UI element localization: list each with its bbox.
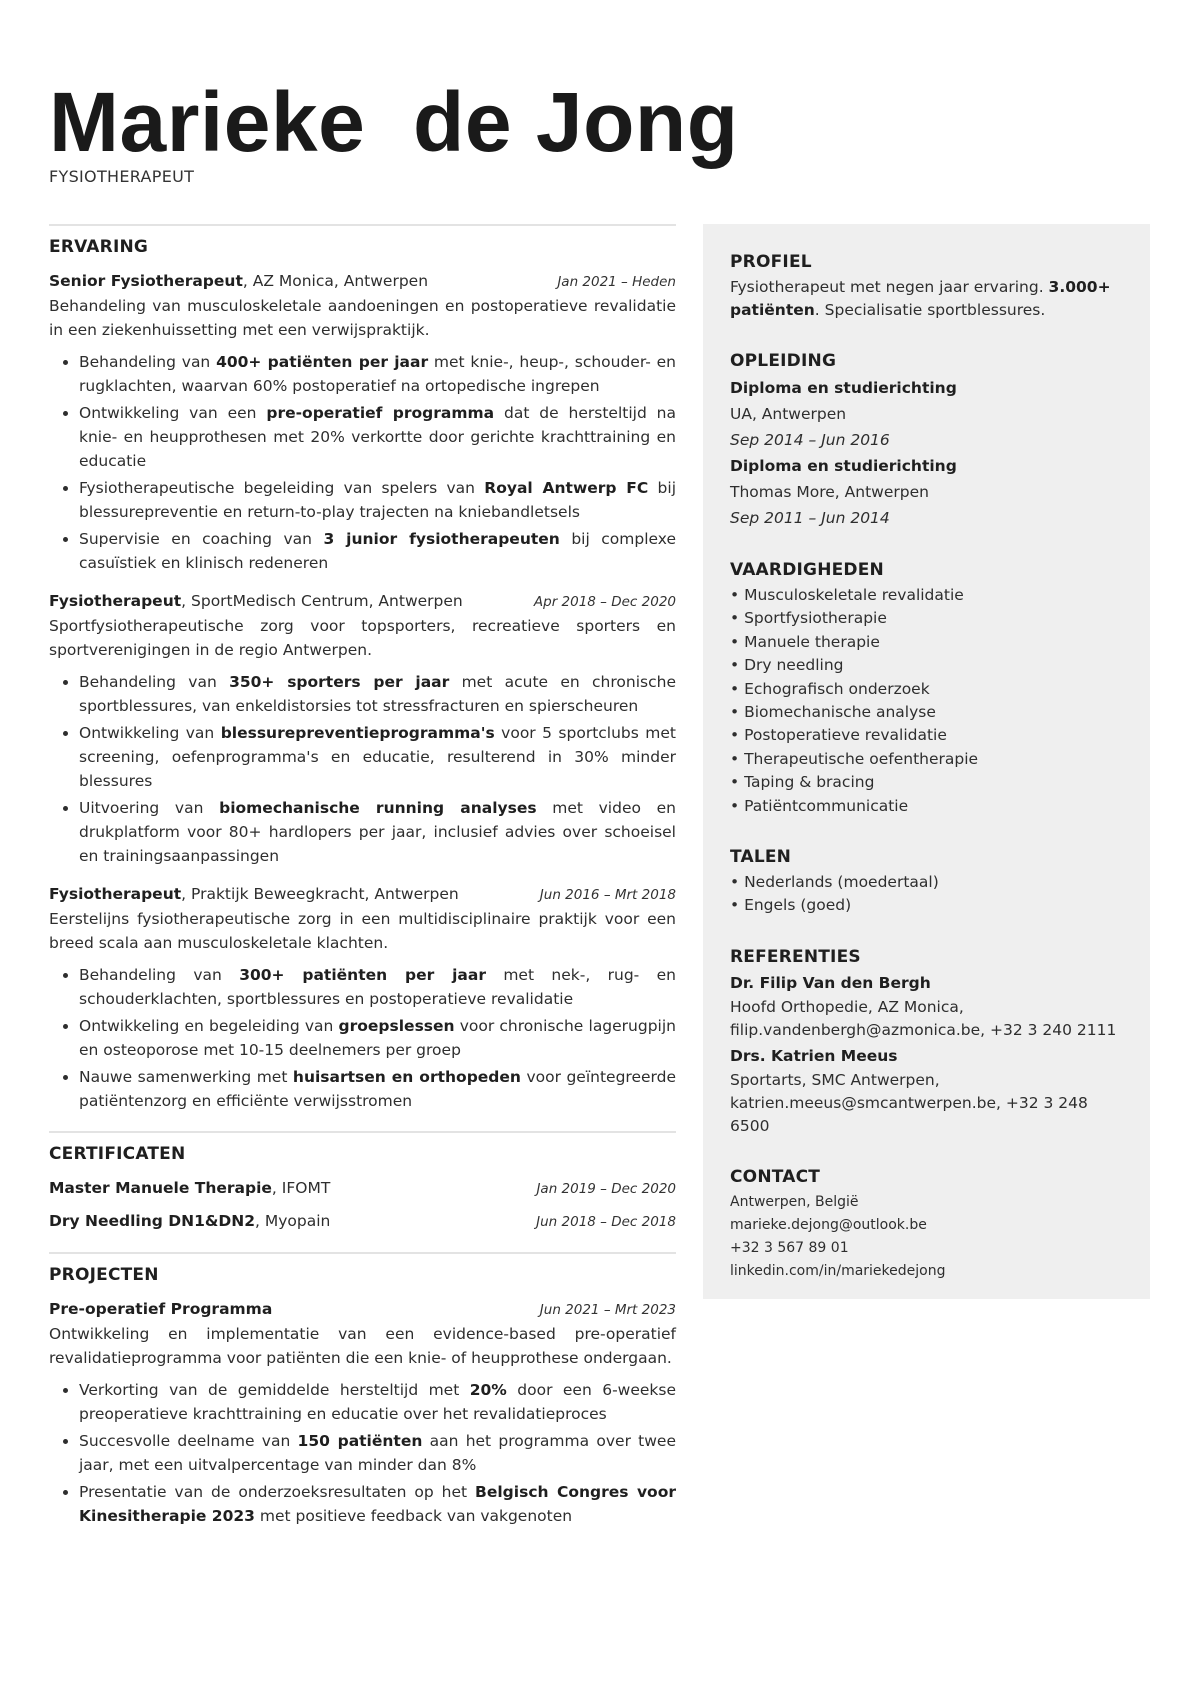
job-position: Fysiotherapeut bbox=[49, 885, 182, 903]
skill-item: • Taping & bracing bbox=[730, 773, 875, 792]
main-column bbox=[49, 224, 676, 1542]
certificates-section bbox=[49, 1131, 676, 1234]
skills-section bbox=[730, 558, 1123, 818]
job-entry bbox=[49, 589, 676, 868]
reference-name: Drs. Katrien Meeus bbox=[730, 1046, 898, 1065]
job-dates: Apr 2018 – Dec 2020 bbox=[533, 594, 676, 610]
languages-list bbox=[730, 871, 1123, 918]
skill-item: • Sportfysiotherapie bbox=[730, 609, 887, 628]
bullet-item: • Behandeling van 400+ patiënten per jaar met knie-, heup-, schouder- en rugklachten, waarvan 60% postoperatief na ortopedische ingrepen bbox=[79, 350, 676, 398]
bullet-item: • Ontwikkeling van een pre-operatief programma dat de hersteltijd na knie- en heupprothesen met 20% verkortte door gerichte krachttraining en educatie bbox=[79, 401, 676, 473]
references-title: REFERENTIES bbox=[730, 946, 861, 967]
experience-title: ERVARING bbox=[49, 237, 149, 257]
education-dates: Sep 2011 – Jun 2014 bbox=[730, 509, 890, 527]
skill-item: • Therapeutische oefentherapie bbox=[730, 749, 979, 768]
skills-title: VAARDIGHEDEN bbox=[730, 560, 884, 580]
references-section bbox=[730, 945, 1123, 1138]
certificate-org: , Myopain bbox=[255, 1212, 331, 1230]
job-position: Fysiotherapeut bbox=[49, 592, 182, 610]
certificate-name: Master Manuele Therapie bbox=[49, 1179, 272, 1197]
certificate-entry bbox=[49, 1209, 676, 1234]
bullet-item: • Ontwikkeling van blessurepreventieprogramma's voor 5 sportclubs met screening, oefenprogramma's en educatie, resulterend in 30% minder blessures bbox=[79, 721, 676, 793]
contact-title: CONTACT bbox=[730, 1166, 821, 1187]
skill-item: • Patiëntcommunicatie bbox=[730, 796, 909, 815]
job-description: Sportfysiotherapeutische zorg voor topsporters, recreatieve sporters en sportverenigingen in de regio Antwerpen. bbox=[49, 617, 676, 659]
projects-title: PROJECTEN bbox=[49, 1265, 159, 1285]
bullet-item: • Behandeling van 300+ patiënten per jaar met nek-, rug- en schouderklachten, sportblessures en postoperatieve revalidatie bbox=[79, 963, 676, 1011]
language-item: • Engels (goed) bbox=[730, 896, 852, 915]
skill-item: • Manuele therapie bbox=[730, 632, 880, 651]
reference-info: Hoofd Orthopedie, AZ Monica, filip.vandenbergh@azmonica.be, +32 3 240 2111 bbox=[730, 997, 1117, 1039]
contact-email[interactable]: marieke.dejong@outlook.be bbox=[730, 1216, 927, 1233]
project-entry bbox=[49, 1297, 676, 1528]
contact-section bbox=[730, 1165, 1123, 1283]
skill-item: • Echografisch onderzoek bbox=[730, 679, 930, 698]
education-school: UA, Antwerpen bbox=[730, 405, 847, 423]
contact-location: Antwerpen, België bbox=[730, 1193, 859, 1210]
certificate-entry bbox=[49, 1176, 676, 1201]
certificates-title: CERTIFICATEN bbox=[49, 1144, 186, 1164]
job-org: , AZ Monica, Antwerpen bbox=[242, 272, 429, 290]
bullet-item: • Ontwikkeling en begeleiding van groepslessen voor chronische lagerugpijn en osteoporose met 10-15 deelnemers per groep bbox=[79, 1014, 676, 1062]
languages-section bbox=[730, 845, 1123, 918]
bullet-item: • Succesvolle deelname van 150 patiënten aan het programma over twee jaar, met een uitvalpercentage van minder dan 8% bbox=[79, 1429, 676, 1477]
language-item: • Nederlands (moedertaal) bbox=[730, 873, 939, 892]
project-name: Pre-operatief Programma bbox=[49, 1300, 273, 1318]
bullet-item: • Fysiotherapeutische begeleiding van spelers van Royal Antwerp FC bij blessurepreventie en return-to-play trajecten na kniebandletsels bbox=[79, 476, 676, 524]
skill-item: • Musculoskeletale revalidatie bbox=[730, 586, 964, 604]
job-bullets bbox=[49, 670, 676, 868]
reference-name: Dr. Filip Van den Bergh bbox=[730, 973, 931, 992]
job-org: , SportMedisch Centrum, Antwerpen bbox=[181, 592, 463, 610]
experience-section bbox=[49, 224, 676, 1113]
resume-header bbox=[49, 75, 739, 187]
contact-phone[interactable]: +32 3 567 89 01 bbox=[730, 1239, 849, 1256]
job-bullets bbox=[49, 963, 676, 1113]
job-entry bbox=[49, 882, 676, 1113]
education-dates: Sep 2014 – Jun 2016 bbox=[730, 431, 890, 449]
profile-text: Fysiotherapeut met negen jaar ervaring. 3.000+ patiënten. Specialisatie sportblessures. bbox=[730, 278, 1111, 319]
education-school: Thomas More, Antwerpen bbox=[730, 483, 929, 501]
profile-section bbox=[730, 250, 1123, 322]
bullet-item: • Uitvoering van biomechanische running analyses met video en drukplatform voor 80+ hardlopers per jaar, inclusief advies over schoeisel en trainingsaanpassingen bbox=[79, 796, 676, 868]
job-dates: Jun 2016 – Mrt 2018 bbox=[539, 887, 676, 903]
projects-section bbox=[49, 1252, 676, 1528]
job-dates: Jan 2021 – Heden bbox=[557, 274, 676, 290]
certificate-name: Dry Needling DN1&DN2 bbox=[49, 1212, 256, 1230]
skill-item: • Dry needling bbox=[730, 656, 844, 675]
project-description: Ontwikkeling en implementatie van een evidence-based pre-operatief revalidatieprogramma voor patiënten die een knie- of heupprothese ondergaan. bbox=[49, 1325, 676, 1367]
certificate-dates: Jun 2018 – Dec 2018 bbox=[536, 1214, 676, 1230]
education-section bbox=[730, 349, 1123, 531]
bullet-item: • Supervisie en coaching van 3 junior fysiotherapeuten bij complexe casuïstiek en klinisch redeneren bbox=[79, 527, 676, 575]
skill-item: • Postoperatieve revalidatie bbox=[730, 726, 947, 745]
education-degree: Diploma en studierichting bbox=[730, 457, 957, 475]
bullet-item: • Nauwe samenwerking met huisartsen en orthopeden voor geïntegreerde patiëntenzorg en efficiënte verwijsstromen bbox=[79, 1065, 676, 1113]
skills-list bbox=[730, 584, 1123, 818]
reference-info: Sportarts, SMC Antwerpen, katrien.meeus@smcantwerpen.be, +32 3 248 6500 bbox=[730, 1070, 1088, 1135]
profile-title: PROFIEL bbox=[730, 252, 812, 272]
project-dates: Jun 2021 – Mrt 2023 bbox=[539, 1302, 676, 1318]
certificate-org: , IFOMT bbox=[271, 1179, 331, 1197]
languages-title: TALEN bbox=[730, 847, 792, 868]
job-org: , Praktijk Beweegkracht, Antwerpen bbox=[181, 885, 459, 903]
project-bullets bbox=[49, 1378, 676, 1528]
sidebar bbox=[703, 224, 1150, 1299]
candidate-name: Marieke de Jong bbox=[49, 75, 739, 169]
skill-item: • Biomechanische analyse bbox=[730, 703, 936, 722]
job-description: Behandeling van musculoskeletale aandoeningen en postoperatieve revalidatie in een ziekenhuissetting met een verwijspraktijk. bbox=[49, 297, 676, 339]
job-position: Senior Fysiotherapeut bbox=[49, 272, 243, 290]
contact-linkedin[interactable]: linkedin.com/in/mariekedejong bbox=[730, 1262, 946, 1279]
education-title: OPLEIDING bbox=[730, 351, 837, 371]
bullet-item: • Verkorting van de gemiddelde hersteltijd met 20% door een 6-weekse preoperatieve krachttraining en educatie over het revalidatieproces bbox=[79, 1378, 676, 1426]
bullet-item: • Presentatie van de onderzoeksresultaten op het Belgisch Congres voor Kinesitherapie 2023 met positieve feedback van vakgenoten bbox=[79, 1480, 676, 1528]
education-degree: Diploma en studierichting bbox=[730, 379, 957, 397]
job-bullets bbox=[49, 350, 676, 575]
certificate-dates: Jan 2019 – Dec 2020 bbox=[536, 1181, 676, 1197]
candidate-role: FYSIOTHERAPEUT bbox=[49, 167, 195, 186]
job-description: Eerstelijns fysiotherapeutische zorg in een multidisciplinaire praktijk voor een breed scala aan musculoskeletale klachten. bbox=[49, 910, 676, 952]
bullet-item: • Behandeling van 350+ sporters per jaar met acute en chronische sportblessures, van enkeldistorsies tot stressfracturen en spierscheuren bbox=[79, 670, 676, 718]
job-entry bbox=[49, 269, 676, 575]
